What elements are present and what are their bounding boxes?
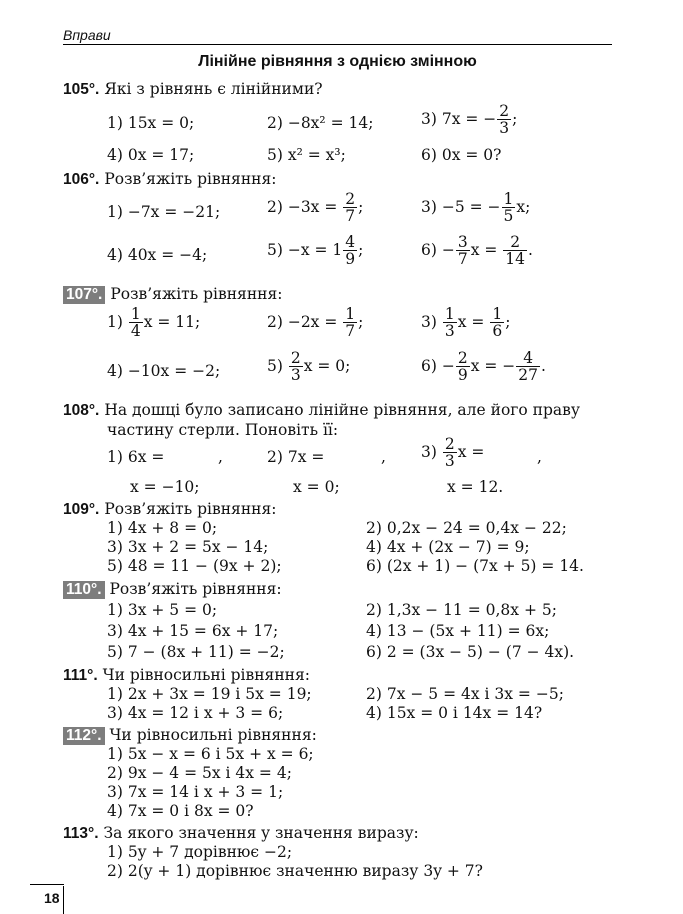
exercise-number: 106°. (63, 171, 100, 188)
numerator: 1 (345, 305, 356, 323)
fraction (343, 191, 357, 225)
ex113-item-2: 2) 2(y + 1) дорівнює значенню виразу 3y + 7? (107, 862, 483, 880)
exercise-109-heading (63, 500, 277, 519)
text: 6) − (421, 240, 455, 259)
exercise-113-heading (63, 824, 419, 843)
text: 5) −x = 1 (267, 240, 343, 259)
text: . (541, 356, 546, 375)
denominator: 3 (444, 452, 455, 471)
page-number: 18 (44, 890, 60, 906)
exercise-stem-line-2: частину стерли. Поновіть її: (107, 421, 339, 439)
numerator: 1 (444, 305, 455, 323)
numerator: 3 (457, 233, 468, 251)
fraction (456, 350, 470, 384)
comma: , (381, 448, 386, 466)
ex112-item-3: 3) 7x = 14 і x + 3 = 1; (107, 783, 284, 801)
text: 3) (421, 442, 442, 461)
ex110-item-2: 2) 1,3x − 11 = 0,8x + 5; (366, 601, 557, 619)
denominator: 14 (505, 250, 526, 269)
ex105-item-3 (421, 103, 517, 137)
fraction (343, 234, 357, 268)
fraction (516, 350, 540, 384)
denominator: 7 (345, 207, 356, 226)
denominator: 5 (503, 207, 514, 226)
ex105-item-5: 5) x² = x³; (267, 146, 346, 164)
text: ; (358, 312, 364, 331)
text: 3) (421, 312, 442, 331)
ex105-item-4: 4) 0x = 17; (107, 146, 195, 164)
ex110-item-1: 1) 3x + 5 = 0; (107, 601, 218, 619)
denominator: 3 (290, 366, 301, 385)
denominator: 27 (518, 366, 539, 385)
exercise-number: 108°. (63, 402, 100, 419)
fraction (443, 436, 457, 470)
ex112-item-1: 1) 5x − x = 6 і 5x + x = 6; (107, 745, 314, 763)
exercise-stem: Чи рівносильні рівняння: (109, 726, 317, 744)
exercise-106-heading (63, 170, 277, 189)
numerator: 2 (444, 435, 455, 453)
ex107-item-5 (267, 350, 350, 384)
ex111-item-4: 4) 15x = 0 і 14x = 14? (366, 704, 543, 722)
ex107-item-6 (421, 350, 546, 384)
ex110-item-3: 3) 4x + 15 = 6x + 17; (107, 622, 279, 640)
numerator: 4 (523, 349, 534, 367)
ex107-item-4: 4) −10x = −2; (107, 362, 221, 380)
ex105-item-1: 1) 15x = 0; (107, 114, 195, 132)
text: x = 11; (143, 312, 201, 331)
text: x = (457, 312, 490, 331)
numerator: 1 (503, 190, 514, 208)
exercise-stem: Розв’яжіть рівняння: (104, 170, 277, 188)
denominator: 7 (345, 322, 356, 341)
running-header: Вправи (63, 27, 111, 43)
text: 3) −5 = − (421, 197, 501, 216)
ex105-item-6: 6) 0x = 0? (421, 146, 502, 164)
text: ; (358, 197, 364, 216)
exercise-112-heading (63, 726, 317, 745)
ex108-result-1: x = −10; (130, 478, 200, 496)
exercise-number-boxed: 112°. (63, 727, 105, 745)
ex112-item-2: 2) 9x − 4 = 5x і 4x = 4; (107, 764, 292, 782)
exercise-number: 113°. (63, 825, 99, 842)
text: 5) (267, 356, 288, 375)
ex106-item-3 (421, 191, 530, 225)
fraction (289, 350, 303, 384)
header-rule (63, 44, 612, 45)
ex106-item-1: 1) −7x = −21; (107, 203, 221, 221)
ex108-item-2: 2) 7x = (267, 448, 325, 466)
ex107-item-3 (421, 306, 510, 340)
comma: , (218, 448, 223, 466)
ex111-item-3: 3) 4x = 12 і x + 3 = 6; (107, 704, 284, 722)
ex110-item-5: 5) 7 − (8x + 11) = −2; (107, 643, 285, 661)
text: x; (516, 197, 531, 216)
numerator: 1 (130, 305, 141, 323)
text: 1) (107, 312, 128, 331)
fraction (343, 306, 357, 340)
fraction (443, 306, 457, 340)
ex105-item-2: 2) −8x² = 14; (267, 114, 374, 132)
text: x = (457, 442, 485, 461)
fraction (502, 191, 516, 225)
exercise-110-heading (63, 580, 282, 599)
numerator: 2 (457, 349, 468, 367)
fraction (456, 234, 470, 268)
comma: , (537, 448, 542, 466)
denominator: 9 (345, 250, 356, 269)
ex109-item-2: 2) 0,2x − 24 = 0,4x − 22; (366, 519, 567, 537)
text: 6) − (421, 356, 455, 375)
exercise-stem: Розв’яжіть рівняння: (104, 500, 277, 518)
fraction (497, 103, 511, 137)
numerator: 2 (510, 233, 521, 251)
exercise-stem: За якого значення y значення виразу: (103, 824, 419, 842)
exercise-stem: Розв’яжіть рівняння: (109, 580, 282, 598)
denominator: 3 (499, 119, 510, 138)
numerator: 2 (290, 349, 301, 367)
denominator: 4 (130, 322, 141, 341)
text: ; (505, 312, 511, 331)
exercise-107-heading (63, 285, 283, 304)
ex109-item-4: 4) 4x + (2x − 7) = 9; (366, 538, 530, 556)
numerator: 1 (492, 305, 503, 323)
ex106-item-4: 4) 40x = −4; (107, 246, 208, 264)
ex109-item-3: 3) 3x + 2 = 5x − 14; (107, 538, 269, 556)
ex108-result-2: x = 0; (293, 478, 340, 496)
exercise-number-boxed: 110°. (63, 581, 105, 599)
numerator: 4 (345, 233, 356, 251)
ex108-item-3 (421, 436, 484, 470)
ex108-result-3: x = 12. (447, 478, 504, 496)
exercise-number: 111°. (63, 667, 98, 684)
ex111-item-2: 2) 7x − 5 = 4x і 3x = −5; (366, 685, 564, 703)
text: ; (512, 109, 518, 128)
text: 2) −3x = (267, 197, 343, 216)
exercise-stem: Розв’яжіть рівняння: (110, 285, 283, 303)
exercise-stem: Чи рівносильні рівняння: (102, 666, 310, 684)
ex110-item-6: 6) 2 = (3x − 5) − (7 − 4x). (366, 643, 575, 661)
ex109-item-6: 6) (2x + 1) − (7x + 5) = 14. (366, 557, 584, 575)
ex106-item-5 (267, 234, 363, 268)
ex107-item-1 (107, 306, 200, 340)
ex113-item-1: 1) 5y + 7 дорівнює −2; (107, 843, 293, 861)
ex111-item-1: 1) 2x + 3x = 19 і 5x = 19; (107, 685, 312, 703)
footer-rule (30, 884, 64, 885)
ex108-item-1: 1) 6x = (107, 448, 165, 466)
exercise-stem-line-1: На дошці було записано лінійне рівняння, але його праву (104, 401, 580, 419)
exercise-stem: Які з рівнянь є лінійними? (104, 80, 323, 98)
footer-vertical-rule (63, 886, 64, 914)
fraction (129, 306, 143, 340)
ex109-item-1: 1) 4x + 8 = 0; (107, 519, 218, 537)
denominator: 9 (457, 366, 468, 385)
fraction (503, 234, 527, 268)
denominator: 3 (444, 322, 455, 341)
ex107-item-2 (267, 306, 363, 340)
denominator: 7 (457, 250, 468, 269)
exercise-111-heading (63, 666, 310, 685)
text: 3) 7x = − (421, 109, 497, 128)
exercise-number-boxed: 107°. (63, 286, 105, 304)
exercise-number: 105°. (63, 81, 100, 98)
ex106-item-6 (421, 234, 533, 268)
ex110-item-4: 4) 13 − (5x + 11) = 6x; (366, 622, 550, 640)
numerator: 2 (345, 190, 356, 208)
numerator: 2 (499, 102, 510, 120)
exercise-number: 109°. (63, 501, 100, 518)
exercise-105-heading (63, 80, 323, 99)
fraction (490, 306, 504, 340)
section-title: Лінійне рівняння з однією змінною (198, 53, 477, 70)
exercise-108-heading (63, 401, 580, 420)
ex109-item-5: 5) 48 = 11 − (9x + 2); (107, 557, 282, 575)
ex106-item-2 (267, 191, 363, 225)
text: ; (358, 240, 364, 259)
ex112-item-4: 4) 7x = 0 і 8x = 0? (107, 802, 254, 820)
text: x = 0; (303, 356, 351, 375)
text: x = (470, 240, 503, 259)
text: . (528, 240, 533, 259)
text: x = − (470, 356, 516, 375)
denominator: 6 (492, 322, 503, 341)
text: 2) −2x = (267, 312, 343, 331)
